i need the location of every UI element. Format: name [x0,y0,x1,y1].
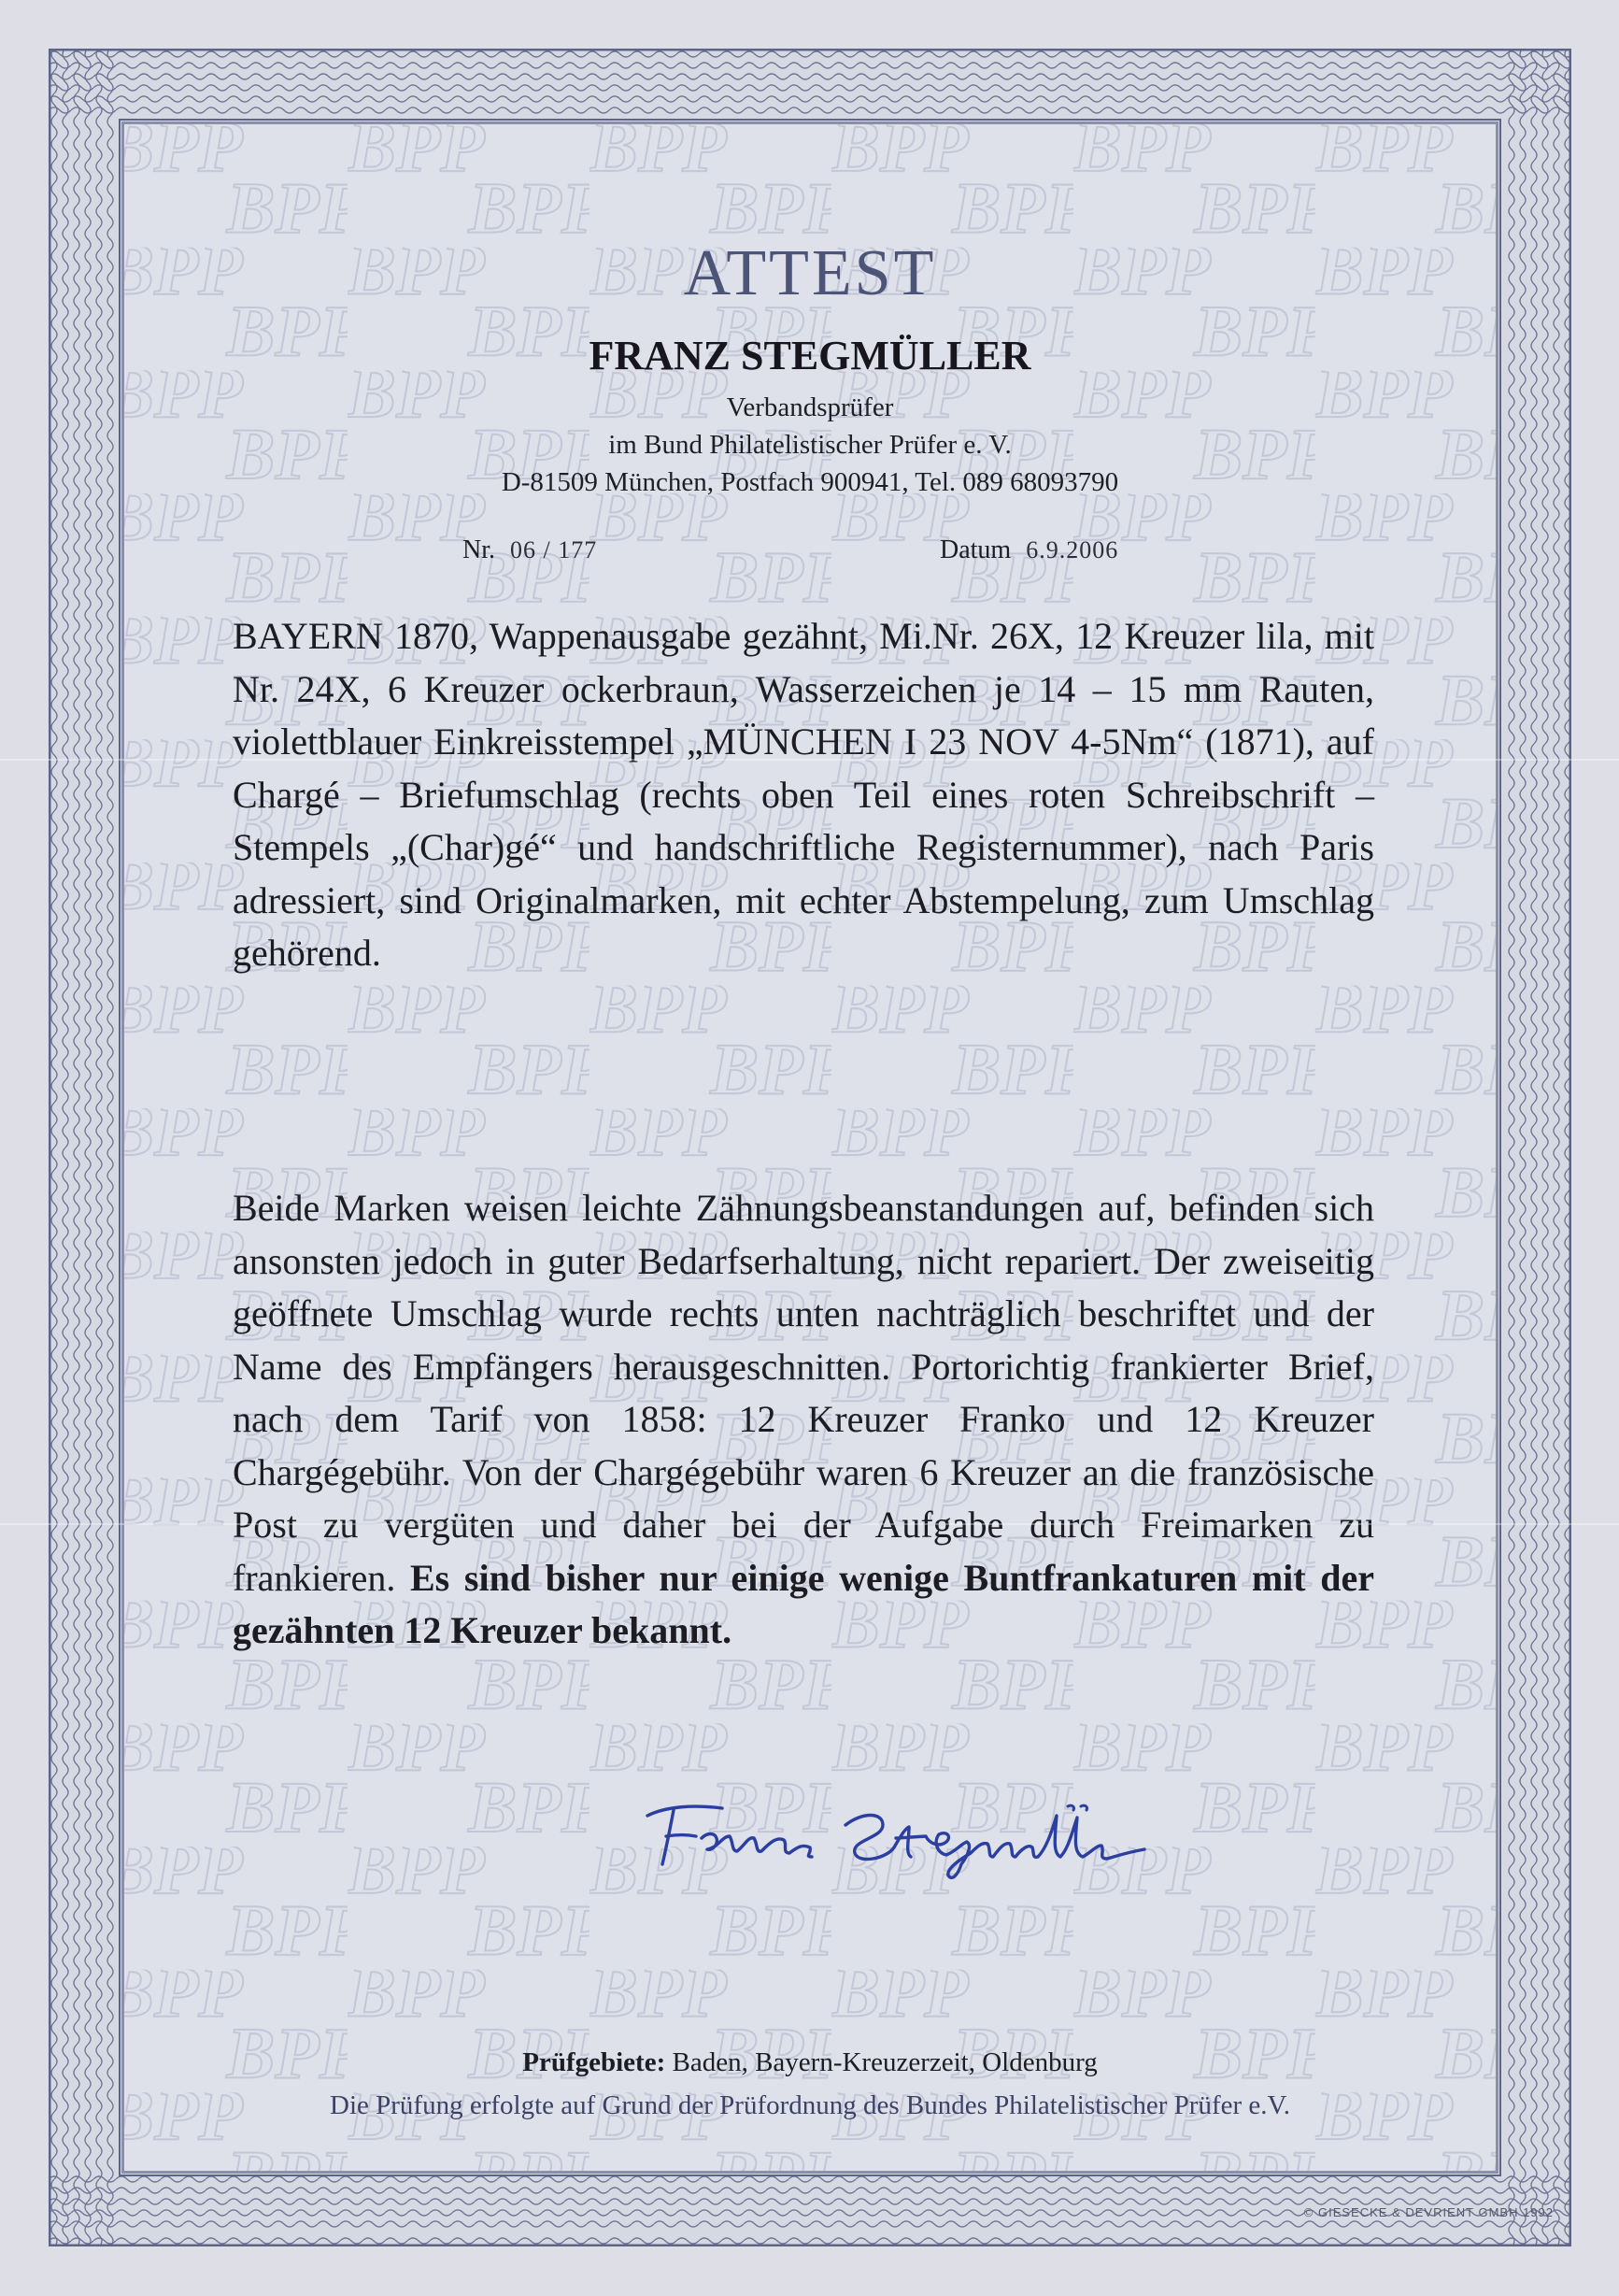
certificate-number [462,535,597,565]
examination-areas-value: Baden, Bayern-Kreuzerzeit, Oldenburg [665,2047,1098,2077]
paper-fold-line [0,1523,1619,1525]
date-value: 6.9.2006 [1026,536,1119,563]
examination-areas [124,2047,1496,2078]
attest-title: ATTEST [683,237,937,309]
number-label: Nr. [462,535,495,564]
examiner-address: D-81509 München, Postfach 900941, Tel. 089 68093790 [501,467,1119,497]
certificate-date [940,535,1118,565]
condition-text: Beide Marken weisen leichte Zähnungsbeanstandungen auf, befinden sich ansonsten jedoch in guter Bedarfserhaltung, nicht repariert. Der zweiseitig geöffnete Umschlag wurde rechts unten nachträglich beschriftet und der Name des Empfängers herausgeschnitten. Portorichtig frankierter Brief, nach dem Tarif von 1858: 12 Kreuzer Franko und 12 Kreuzer Chargégebühr. Von der Chargégebühr waren 6 Kreuzer an die französische Post zu vergüten und daher bei der Aufgabe durch Freimarken zu frankieren. [233,1187,1374,1599]
examiner-role: Verbandsprüfer [726,392,894,422]
examination-areas-label: Prüfgebiete: [522,2047,666,2077]
rarity-statement: Es sind bisher nur einige wenige Buntfrankaturen mit der gezähnten 12 Kreuzer bekannt. [233,1556,1375,1651]
certificate-body-panel [121,121,1498,2174]
certificate-content [124,124,1496,2171]
paper-fold-line [0,759,1619,761]
examiner-name: FRANZ STEGMÜLLER [589,333,1031,378]
date-label: Datum [940,535,1012,564]
condition-paragraph [233,1182,1374,1658]
legal-note: Die Prüfung erfolgte auf Grund der Prüfordnung des Bundes Philatelistischer Prüfer e.V. [330,2090,1290,2120]
printer-imprint: © GIESECKE & DEVRIENT GMBH 1992 [1303,2205,1554,2219]
description-paragraph: BAYERN 1870, Wappenausgabe gezähnt, Mi.Nr. 26X, 12 Kreuzer lila, mit Nr. 24X, 6 Kreuzer ockerbraun, Wasserzeichen je 14 – 15 mm Rauten, violettblauer Einkreisstempel „MÜNCHEN I 23 NOV 4-5Nm“ (1871), auf Chargé – Briefumschlag (rechts oben Teil eines roten Schreibschrift – Stempels „(Char)gé“ und handschriftliche Registernummer), nach Paris adressiert, sind Originalmarken, mit echter Abstempelung, zum Umschlag gehörend. [233,615,1374,974]
association-name: im Bund Philatelistischer Prüfer e. V. [608,430,1012,460]
number-value: 06 / 177 [510,536,598,563]
handwritten-signature [629,1778,1152,1890]
